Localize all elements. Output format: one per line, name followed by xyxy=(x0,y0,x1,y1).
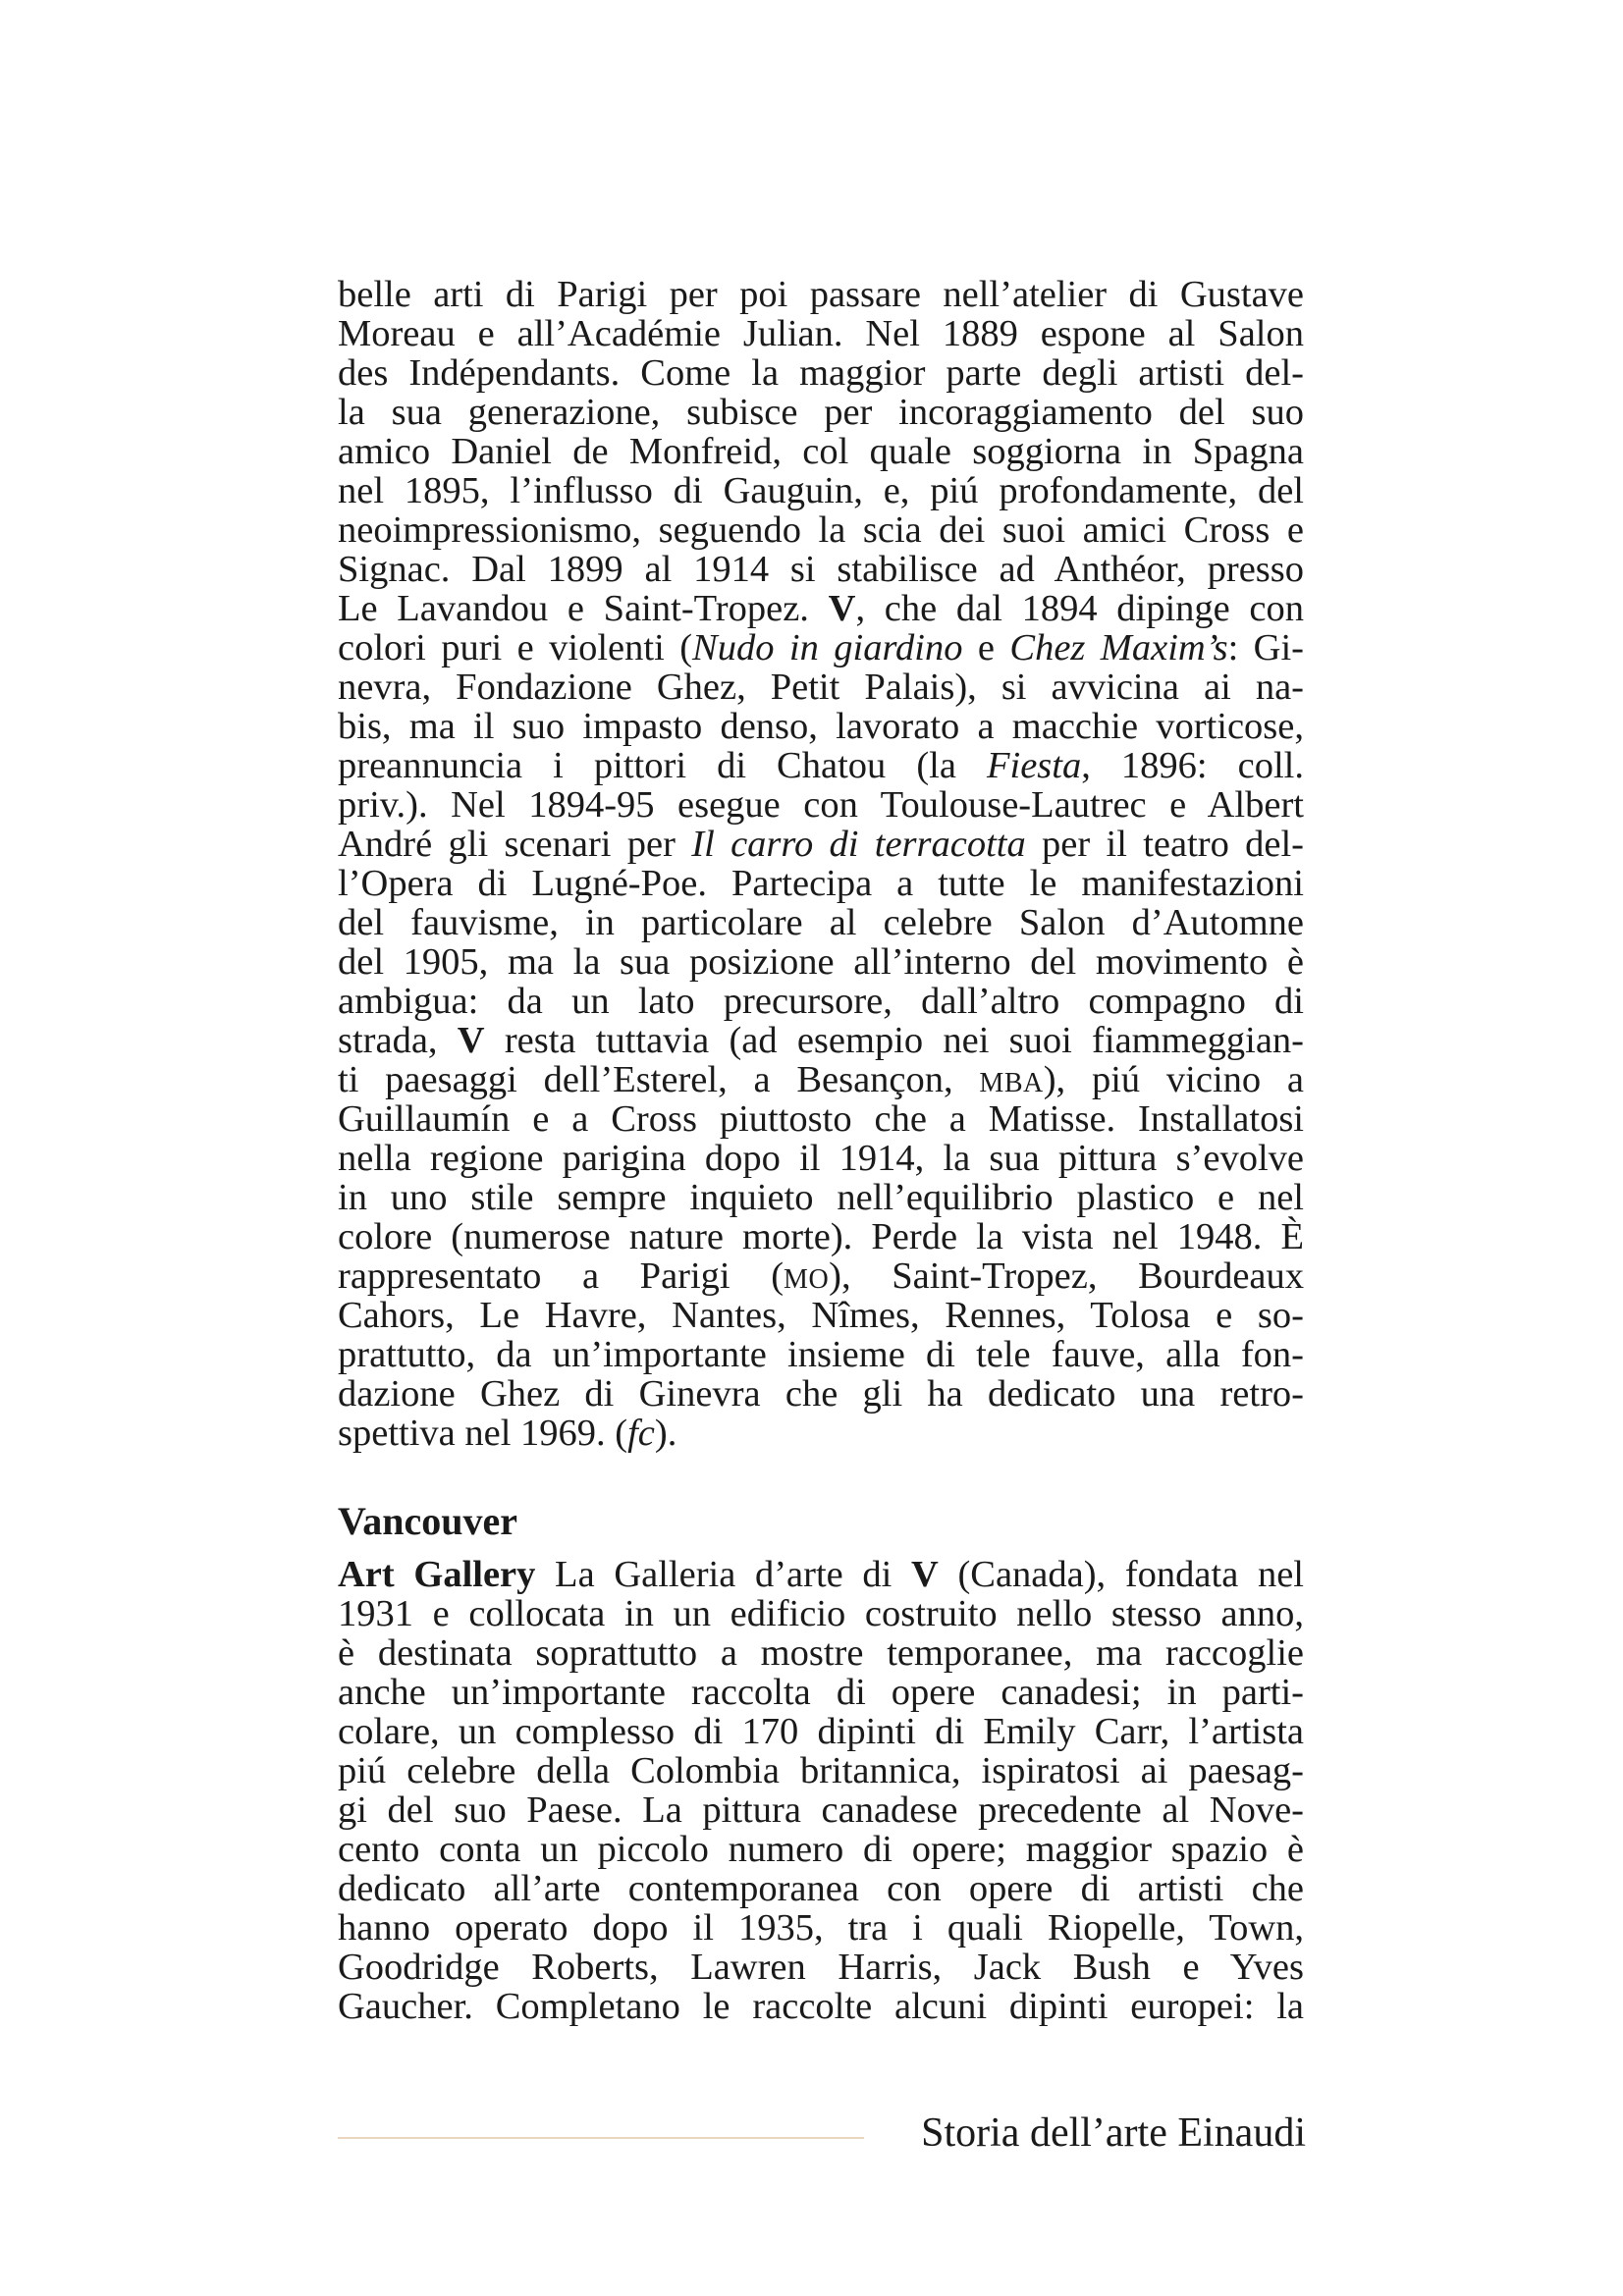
text-line xyxy=(338,667,1304,707)
text-run: des Indépendants. Come la maggior parte degli artisti del- xyxy=(338,352,1304,394)
section-heading: Vancouver xyxy=(338,1499,517,1543)
text-run: colare, un complesso di 170 dipinti di Emily Carr, l’artista xyxy=(338,1711,1304,1752)
text-run: per il teatro del- xyxy=(1025,824,1304,865)
text-run: V xyxy=(911,1554,939,1595)
text-line xyxy=(338,1217,1304,1256)
text-line xyxy=(338,1712,1304,1751)
text-run: colore (numerose nature morte). Perde la vista nel 1948. È xyxy=(338,1216,1304,1257)
text-run: prattutto, da un’importante insieme di tele fauve, alla fon- xyxy=(338,1334,1304,1375)
text-run: Fiesta xyxy=(986,745,1082,786)
text-line xyxy=(338,942,1304,982)
text-run: V xyxy=(828,588,856,629)
text-run: hanno operato dopo il 1935, tra i quali Riopelle, Town, xyxy=(338,1907,1304,1949)
text-line xyxy=(338,1256,1304,1296)
text-run: priv.). Nel 1894-95 esegue con Toulouse-Lautrec e Albert xyxy=(338,784,1304,826)
text-run: V xyxy=(457,1020,485,1061)
text-run: Goodridge Roberts, Lawren Harris, Jack Bush e Yves xyxy=(338,1947,1304,1988)
text-run: rappresentato a Parigi ( xyxy=(338,1255,784,1297)
text-line xyxy=(338,785,1304,825)
text-run: del fauvisme, in particolare al celebre Salon d’Automne xyxy=(338,902,1304,943)
text-line xyxy=(338,1948,1304,1987)
text-line xyxy=(338,1673,1304,1712)
text-line xyxy=(338,589,1304,628)
text-run: dazione Ghez di Ginevra che gli ha dedicato una retro- xyxy=(338,1373,1304,1415)
text-line xyxy=(338,1869,1304,1908)
text-run: MBA xyxy=(979,1068,1044,1098)
text-run: amico Daniel de Monfreid, col quale soggiorna in Spagna xyxy=(338,431,1304,472)
text-run: MO xyxy=(784,1264,830,1295)
footer-title: Storia dell’arte Einaudi xyxy=(921,2110,1306,2156)
text-run: preannuncia i pittori di Chatou (la xyxy=(338,745,987,786)
art-gallery-text xyxy=(338,1555,1304,2026)
text-line xyxy=(338,1060,1304,1099)
text-line xyxy=(338,1790,1304,1830)
text-run: Gaucher. Completano le raccolte alcuni dipinti europei: la xyxy=(338,1986,1304,2027)
text-run: : Gi- xyxy=(1227,627,1304,668)
text-line xyxy=(338,1908,1304,1948)
text-run: nella regione parigina dopo il 1914, la sua pittura s’evolve xyxy=(338,1138,1304,1179)
text-run: anche un’importante raccolta di opere canadesi; in parti- xyxy=(338,1672,1304,1713)
text-line xyxy=(338,707,1304,746)
text-run: Signac. Dal 1899 al 1914 si stabilisce ad Anthéor, presso xyxy=(338,549,1304,590)
text-line xyxy=(338,471,1304,510)
text-run: è destinata soprattutto a mostre temporanee, ma raccoglie xyxy=(338,1632,1304,1674)
text-line xyxy=(338,1555,1304,1594)
text-line xyxy=(338,825,1304,864)
text-run: Il carro di terracotta xyxy=(691,824,1026,865)
text-run: , che dal 1894 dipinge con xyxy=(855,588,1305,629)
text-line xyxy=(338,353,1304,393)
text-run: Moreau e all’Académie Julian. Nel 1889 espone al Salon xyxy=(338,313,1304,354)
text-run: ), Saint-Tropez, Bourdeaux xyxy=(829,1255,1304,1297)
text-run: Cahors, Le Havre, Nantes, Nîmes, Rennes, Tolosa e so- xyxy=(338,1295,1304,1336)
text-line xyxy=(338,864,1304,903)
text-line xyxy=(338,393,1304,432)
text-run: nel 1895, l’influsso di Gauguin, e, piú profondamente, del xyxy=(338,470,1304,511)
text-run: colori puri e violenti ( xyxy=(338,627,693,668)
text-run: bis, ma il suo impasto denso, lavorato a macchie vorticose, xyxy=(338,706,1304,747)
text-run: 1931 e collocata in un edificio costruito nello stesso anno, xyxy=(338,1593,1304,1634)
text-run: dedicato all’arte contemporanea con opere di artisti che xyxy=(338,1868,1304,1909)
text-run: Chez Maxim’s xyxy=(1009,627,1228,668)
article-body-text xyxy=(338,275,1304,1453)
text-line xyxy=(338,1633,1304,1673)
text-run: ), piú vicino a xyxy=(1043,1059,1305,1100)
text-run: l’Opera di Lugné-Poe. Partecipa a tutte le manifestazioni xyxy=(338,863,1304,904)
text-line xyxy=(338,1374,1304,1414)
text-line xyxy=(338,1987,1304,2026)
text-line xyxy=(338,1021,1304,1060)
text-run: ti paesaggi dell’Esterel, a Besançon, xyxy=(338,1059,980,1100)
text-run: nevra, Fondazione Ghez, Petit Palais), si avvicina ai na- xyxy=(338,667,1304,708)
text-run: (Canada), fondata nel xyxy=(938,1554,1304,1595)
text-run: Art Gallery xyxy=(338,1554,536,1595)
text-line xyxy=(338,275,1304,314)
text-line xyxy=(338,903,1304,942)
text-line xyxy=(338,314,1304,353)
text-run: strada, xyxy=(338,1020,458,1061)
text-run: la sua generazione, subisce per incoraggiamento del suo xyxy=(338,392,1304,433)
text-line xyxy=(338,1335,1304,1374)
text-line xyxy=(338,1099,1304,1139)
text-line xyxy=(338,432,1304,471)
text-run: gi del suo Paese. La pittura canadese precedente al Nove- xyxy=(338,1789,1304,1831)
text-run: ambigua: da un lato precursore, dall’altro compagno di xyxy=(338,981,1304,1022)
text-run: Nudo in giardino xyxy=(692,627,963,668)
text-run: del 1905, ma la sua posizione all’interno del movimento è xyxy=(338,941,1304,983)
text-run: André gli scenari per xyxy=(338,824,692,865)
text-run: neoimpressionismo, seguendo la scia dei suoi amici Cross e xyxy=(338,509,1304,551)
text-run: Le Lavandou e Saint-Tropez. xyxy=(338,588,829,629)
text-line xyxy=(338,510,1304,550)
text-line xyxy=(338,550,1304,589)
text-run: cento conta un piccolo numero di opere; maggior spazio è xyxy=(338,1829,1304,1870)
text-line xyxy=(338,746,1304,785)
text-line xyxy=(338,1296,1304,1335)
text-run: La Galleria d’arte di xyxy=(535,1554,911,1595)
text-run: resta tuttavia (ad esempio nei suoi fiammeggian- xyxy=(484,1020,1304,1061)
text-run: ). xyxy=(654,1413,677,1454)
text-run: e xyxy=(962,627,1010,668)
footer-rule xyxy=(338,2137,864,2139)
text-line xyxy=(338,1178,1304,1217)
text-run: , 1896: coll. xyxy=(1081,745,1304,786)
text-run: belle arti di Parigi per poi passare nell’atelier di Gustave xyxy=(338,274,1304,315)
text-run: spettiva nel 1969. ( xyxy=(338,1413,628,1454)
text-line xyxy=(338,628,1304,667)
text-line xyxy=(338,1830,1304,1869)
text-line xyxy=(338,1139,1304,1178)
text-line xyxy=(338,1594,1304,1633)
text-line xyxy=(338,982,1304,1021)
text-run: piú celebre della Colombia britannica, ispiratosi ai paesag- xyxy=(338,1750,1304,1791)
text-line xyxy=(338,1751,1304,1790)
text-run: fc xyxy=(627,1413,655,1454)
text-line xyxy=(338,1414,1304,1453)
text-run: Guillaumín e a Cross piuttosto che a Matisse. Installatosi xyxy=(338,1098,1304,1140)
text-run: in uno stile sempre inquieto nell’equilibrio plastico e nel xyxy=(338,1177,1304,1218)
